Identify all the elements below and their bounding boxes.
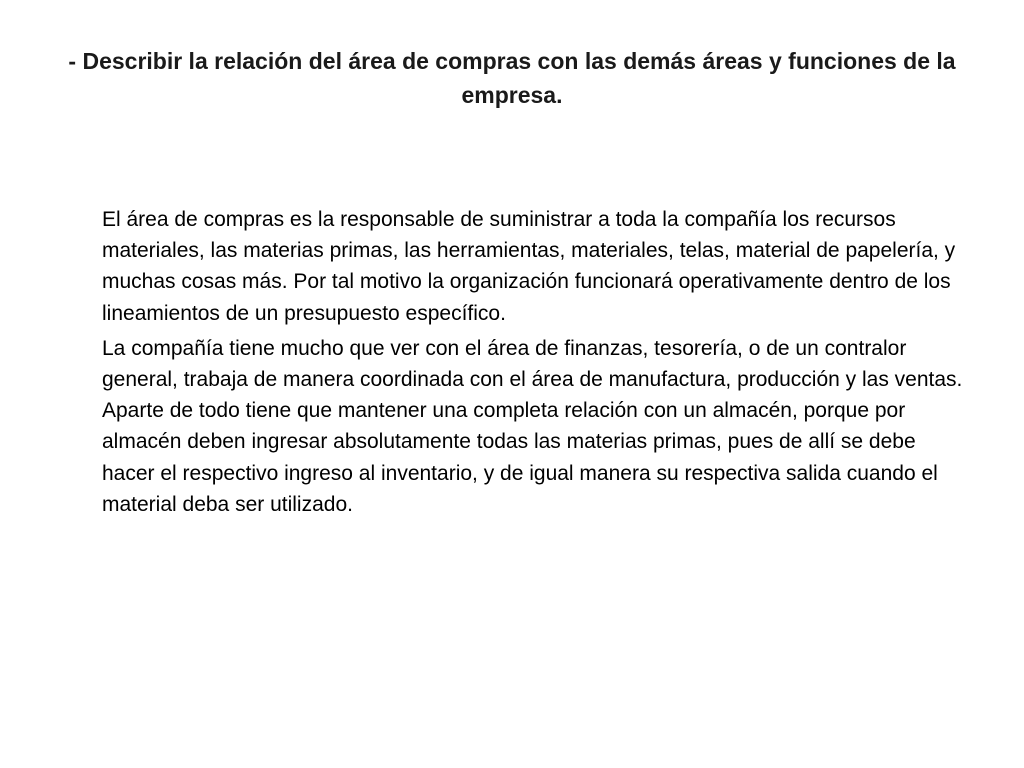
slide-title: - Describir la relación del área de compras con las demás áreas y funciones de la empresa.	[68, 48, 956, 108]
paragraph-department-relations: La compañía tiene mucho que ver con el área de finanzas, tesorería, o de un contralor general, trabaja de manera coordinada con el área de manufactura, producción y las ventas. Aparte de todo tiene que mantener una completa relación con un almacén, porque por almacén deben ingresar absolutamente todas las materias primas, pues de allí se debe hacer el respectivo ingreso al inventario, y de igual manera su respectiva salida cuando el material deba ser utilizado.	[102, 336, 963, 516]
paragraph-purchasing-role: El área de compras es la responsable de suministrar a toda la compañía los recursos materiales, las materias primas, las herramientas, materiales, telas, material de papelería, y muchas cosas más. Por tal motivo la organización funcionará operativamente dentro de los lineamientos de un presupuesto específico.	[102, 208, 956, 325]
slide-body	[96, 204, 966, 524]
